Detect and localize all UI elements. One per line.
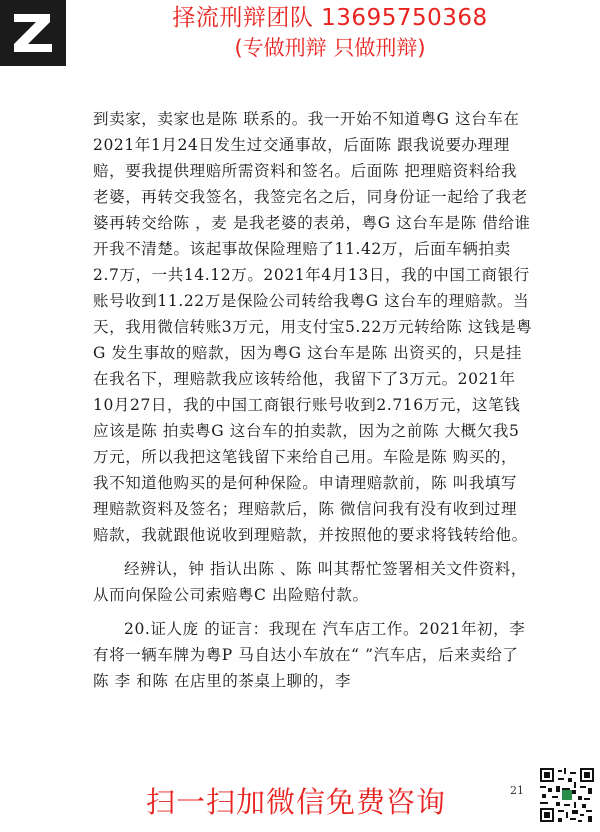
paragraph-witness-20: 20.证人庞 的证言：我现在 汽车店工作。2021年初，李 有将一辆车牌为粤P 马自达小车放在“ ”汽车店，后来卖给了陈 李 和陈 在店里的茶桌上聊的，李 <box>93 620 526 690</box>
qr-code-icon[interactable] <box>538 766 596 824</box>
page-number: 21 <box>510 784 524 797</box>
lawyer-logo-icon <box>0 0 66 66</box>
paragraph-testimony-continued: 到卖家，卖家也是陈 联系的。我一开始不知道粤G 这台车在2021年1月24日发生过交通事故，后面陈 跟我说要办理理赔，要我提供理赔所需资料和签名。后面陈 把理赔资料给我老婆，再转交我签名，我签完名之后，同身份证一起给了我老婆再转交给陈 ，麦 是我老婆的表弟，粤G 这台车是陈 借给谁开我不清楚。该起事故保险理赔了11.42万，后面车辆拍卖2.7万，一共14.12万。2021年4月13日，我的中国工商银行账号收到11.22万是保险公司转给我粤G 这台车的理赔款。当天，我用微信转账3万元，用支付宝5.22万元转给陈 这钱是粤G 发生事故的赔款，因为粤G 这台车是陈 出资买的，只是挂在我名下，理赔款我应该转给他，我留下了3万元。2021年10月27日，我的中国工商银行账号收到2.716万元，这笔钱应该是陈 拍卖粤G 这台车的拍卖款，因为之前陈 大概欠我5万元，所以我把这笔钱留下来给自己用。车险是陈 购买的，我不知道他购买的是何种保险。申请理赔款前，陈 叫我填写理赔款资料及签名；理赔款后，陈 微信问我有没有收到过理赔款，我就跟他说收到理赔款，并按照他的要求将钱转给他。 <box>93 110 533 544</box>
promo-header <box>110 4 550 62</box>
paragraph-identification: 经辨认，钟 指认出陈 、陈 叫其帮忙签署相关文件资料，从而向保险公司索赔粤C 出险赔付款。 <box>93 560 527 604</box>
header-title: 择流刑辩团队 13695750368 <box>172 5 488 31</box>
footer-wechat-banner: 扫一扫加微信免费咨询 <box>145 785 446 819</box>
document-body <box>93 106 533 694</box>
header-subtitle: (专做刑辩 只做刑辩) <box>234 36 426 60</box>
